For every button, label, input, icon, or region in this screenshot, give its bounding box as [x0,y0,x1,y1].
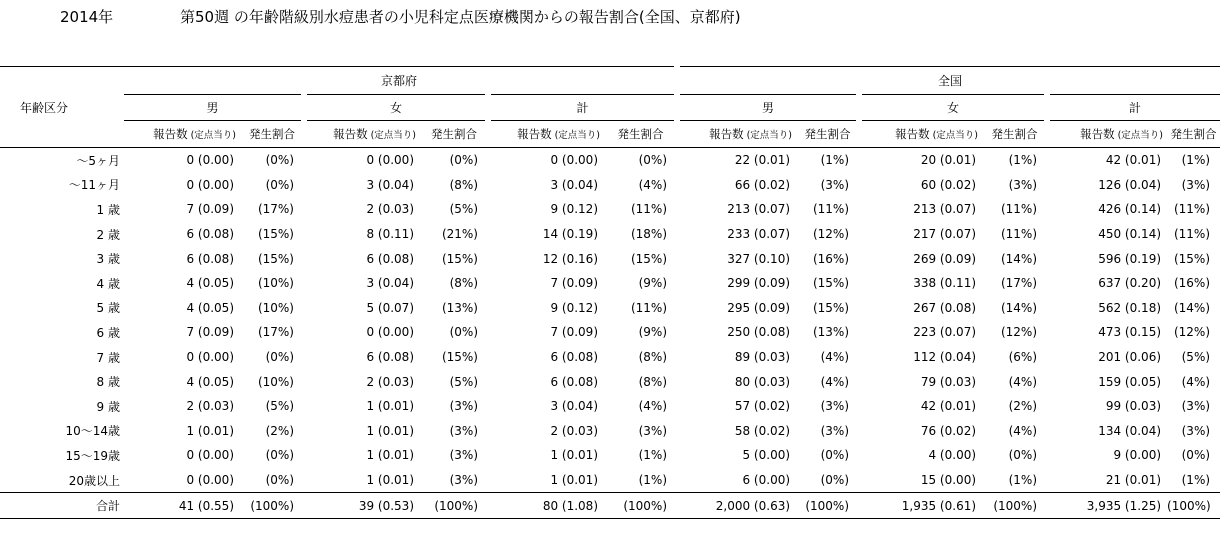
ratio-cell: (4%) [820,374,850,389]
ratio-cell: (1%) [1181,153,1211,168]
ratio-cell: (15%) [441,350,478,365]
count-cell: 2 (0.03) [550,423,598,438]
count-cell: 0 (0.00) [366,153,414,168]
subheader-count-label: 報告数 [709,127,744,141]
ratio-cell: (4%) [1008,374,1038,389]
count-cell: 14 (0.19) [542,227,598,242]
subheader-count-label: 報告数 [333,127,368,141]
ratio-cell: (0%) [449,325,478,340]
ratio-cell: (10%) [257,276,294,291]
ratio-cell: (100%) [240,493,304,519]
sex-header-female: 女 [859,95,1047,121]
ratio-cell: (13%) [441,300,478,315]
sex-header-male: 男 [677,95,859,121]
count-cell: 426 (0.14) [1098,202,1162,217]
ratio-cell: (4%) [1008,423,1038,438]
ratio-cell: (3%) [1181,399,1211,414]
count-cell: 1 (0.01) [550,448,598,463]
ratio-cell: (0%) [265,473,294,488]
table-row [0,320,1220,345]
count-cell: 3 (0.04) [366,276,414,291]
ratio-cell: (5%) [449,202,478,217]
count-cell: 8 (0.11) [366,227,414,242]
ratio-cell: (15%) [257,227,294,242]
ratio-cell: (3%) [638,423,668,438]
ratio-cell: (15%) [812,276,850,291]
subheader-count-note: (定点当り) [932,130,979,141]
ratio-cell: (4%) [638,177,668,192]
count-cell: 338 (0.11) [913,276,977,291]
count-cell: 1 (0.01) [550,473,598,488]
count-cell: 159 (0.05) [1098,374,1162,389]
ratio-cell: (12%) [1173,325,1211,340]
subheader-count-note: (定点当り) [190,130,236,141]
table-row [0,246,1220,271]
ratio-cell: (15%) [441,251,478,266]
count-cell: 7 (0.09) [186,202,234,217]
subheader-count [304,121,420,148]
count-cell: 0 (0.00) [186,177,234,192]
sex-header-total: 計 [1047,95,1220,121]
count-cell: 1 (0.01) [366,448,414,463]
count-cell: 2 (0.03) [186,399,234,414]
count-cell: 6 (0.08) [550,374,598,389]
count-cell: 267 (0.08) [913,300,977,315]
count-cell: 41 (0.55) [124,493,240,519]
table-row [0,345,1220,370]
ratio-cell: (16%) [1173,276,1211,291]
ratio-cell: (5%) [265,399,294,414]
count-cell: 112 (0.04) [913,350,977,365]
count-cell: 0 (0.00) [186,350,234,365]
ratio-cell: (1%) [1008,153,1038,168]
ratio-cell: (3%) [449,473,478,488]
count-cell: 637 (0.20) [1098,276,1162,291]
ratio-cell: (100%) [796,493,859,519]
count-cell: 6 (0.00) [742,473,791,488]
ratio-cell: (12%) [812,227,850,242]
year-label: 2014年 [60,8,114,26]
subheader-count-note: (定点当り) [746,130,793,141]
age-cell: 10～14歳 [65,424,120,439]
ratio-cell: (17%) [257,202,294,217]
count-cell: 1 (0.01) [186,423,234,438]
count-cell: 223 (0.07) [913,325,977,340]
age-cell: 2 歳 [96,227,120,242]
subheader-ratio: 発生割合 [982,121,1047,148]
ratio-cell: (14%) [1000,300,1038,315]
ratio-cell: (10%) [257,374,294,389]
ratio-cell: (100%) [982,493,1047,519]
count-cell: 1 (0.01) [366,399,414,414]
ratio-cell: (21%) [441,227,478,242]
ratio-cell: (11%) [630,300,668,315]
table-row [0,222,1220,247]
count-cell: 0 (0.00) [550,153,598,168]
count-cell: 1 (0.01) [366,423,414,438]
age-cell: 15～19歳 [65,448,120,463]
ratio-cell: (3%) [449,448,478,463]
count-cell: 473 (0.15) [1098,325,1162,340]
age-column-header: 年齢区分 [0,67,124,148]
count-cell: 299 (0.09) [727,276,791,291]
count-cell: 4 (0.05) [186,300,234,315]
table-row [0,419,1220,444]
ratio-cell: (1%) [638,448,668,463]
ratio-cell: (4%) [820,350,850,365]
ratio-cell: (6%) [1008,350,1038,365]
count-cell: 295 (0.09) [727,300,791,315]
subheader-count-label: 報告数 [153,127,188,141]
subheader-ratio: 発生割合 [796,121,859,148]
page-title: 第50週 の年齢階級別水痘患者の小児科定点医療機関からの報告割合(全国、京都府) [180,8,741,26]
group-header-kyoto: 京都府 [124,67,677,95]
subheader-count-label: 報告数 [517,127,552,141]
ratio-cell: (15%) [257,251,294,266]
ratio-cell: (100%) [1167,493,1220,519]
sex-header-male: 男 [124,95,304,121]
count-cell: 0 (0.00) [186,448,234,463]
count-cell: 2,000 (0.63) [677,493,796,519]
table-row [0,148,1220,173]
ratio-cell: (3%) [820,399,850,414]
count-cell: 201 (0.06) [1098,350,1162,365]
table-row [0,394,1220,419]
count-cell: 250 (0.08) [727,325,791,340]
count-cell: 0 (0.00) [366,325,414,340]
subheader-count-label: 報告数 [895,127,930,141]
count-cell: 22 (0.01) [734,153,791,168]
count-cell: 3 (0.04) [550,177,598,192]
count-cell: 21 (0.01) [1105,473,1162,488]
ratio-cell: (11%) [1173,227,1211,242]
sex-header-total: 計 [488,95,677,121]
count-cell: 80 (1.08) [488,493,604,519]
ratio-cell: (4%) [638,399,668,414]
count-cell: 213 (0.07) [727,202,791,217]
count-cell: 15 (0.00) [920,473,977,488]
count-cell: 66 (0.02) [734,177,791,192]
count-cell: 134 (0.04) [1098,423,1162,438]
ratio-cell: (11%) [1173,202,1211,217]
age-cell: 9 歳 [96,399,120,414]
subheader-count [677,121,796,148]
subheader-ratio: 発生割合 [420,121,488,148]
subheader-ratio: 発生割合 [240,121,304,148]
count-cell: 9 (0.12) [550,202,598,217]
ratio-cell: (10%) [257,300,294,315]
ratio-cell: (0%) [265,350,294,365]
count-cell: 2 (0.03) [366,374,414,389]
ratio-cell: (9%) [638,276,668,291]
count-cell: 126 (0.04) [1098,177,1162,192]
count-cell: 269 (0.09) [913,251,977,266]
count-cell: 3 (0.04) [550,399,598,414]
ratio-cell: (4%) [1181,374,1211,389]
age-cell: 5 歳 [96,301,120,316]
subheader-count-note: (定点当り) [370,130,416,141]
table-row [0,271,1220,296]
age-cell: 6 歳 [96,325,120,340]
subheader-row [0,121,1220,148]
ratio-cell: (15%) [1173,251,1211,266]
count-cell: 0 (0.00) [186,473,234,488]
count-cell: 6 (0.08) [366,251,414,266]
ratio-cell: (14%) [1000,251,1038,266]
age-cell: ～5ヶ月 [76,153,120,168]
total-row [0,493,1220,519]
count-cell: 39 (0.53) [304,493,420,519]
ratio-cell: (0%) [265,448,294,463]
count-cell: 213 (0.07) [913,202,977,217]
ratio-cell: (17%) [257,325,294,340]
count-cell: 3,935 (1.25) [1047,493,1167,519]
count-cell: 6 (0.08) [550,350,598,365]
count-cell: 58 (0.02) [734,423,791,438]
ratio-cell: (3%) [820,423,850,438]
ratio-cell: (0%) [638,153,668,168]
ratio-cell: (0%) [820,448,850,463]
ratio-cell: (3%) [449,423,478,438]
subheader-count [859,121,982,148]
ratio-cell: (15%) [812,300,850,315]
total-label: 合計 [0,493,124,519]
age-cell: 20歳以上 [68,473,120,488]
ratio-cell: (9%) [638,325,668,340]
count-cell: 42 (0.01) [920,399,977,414]
count-cell: 5 (0.00) [742,448,791,463]
table-row [0,443,1220,468]
sex-header-female: 女 [304,95,488,121]
subheader-count-note: (定点当り) [1117,130,1164,141]
count-cell: 450 (0.14) [1098,227,1162,242]
count-cell: 99 (0.03) [1105,399,1162,414]
age-cell: 4 歳 [96,276,120,291]
count-cell: 7 (0.09) [550,276,598,291]
count-cell: 42 (0.01) [1105,153,1162,168]
ratio-cell: (0%) [820,473,850,488]
ratio-cell: (0%) [1181,448,1211,463]
ratio-cell: (14%) [1173,300,1211,315]
count-cell: 327 (0.10) [727,251,791,266]
count-cell: 4 (0.05) [186,374,234,389]
ratio-cell: (3%) [820,177,850,192]
subheader-count-note: (定点当り) [554,130,600,141]
count-cell: 7 (0.09) [186,325,234,340]
ratio-cell: (16%) [812,251,850,266]
ratio-cell: (3%) [1181,177,1211,192]
ratio-cell: (0%) [1008,448,1038,463]
count-cell: 2 (0.03) [366,202,414,217]
ratio-cell: (0%) [265,177,294,192]
count-cell: 6 (0.08) [366,350,414,365]
subheader-count [124,121,240,148]
count-cell: 12 (0.16) [542,251,598,266]
count-cell: 562 (0.18) [1098,300,1162,315]
count-cell: 6 (0.08) [186,227,234,242]
count-cell: 20 (0.01) [920,153,977,168]
subheader-ratio: 発生割合 [604,121,677,148]
count-cell: 9 (0.00) [1113,448,1162,463]
count-cell: 80 (0.03) [734,374,791,389]
count-cell: 57 (0.02) [734,399,791,414]
report-table [0,66,1220,519]
count-cell: 4 (0.05) [186,276,234,291]
subheader-count [1047,121,1167,148]
table-row [0,197,1220,222]
ratio-cell: (11%) [812,202,850,217]
count-cell: 89 (0.03) [734,350,791,365]
count-cell: 3 (0.04) [366,177,414,192]
count-cell: 5 (0.07) [366,300,414,315]
count-cell: 0 (0.00) [186,153,234,168]
ratio-cell: (2%) [1008,399,1038,414]
ratio-cell: (8%) [638,350,668,365]
ratio-cell: (11%) [630,202,668,217]
ratio-cell: (1%) [1181,473,1211,488]
ratio-cell: (12%) [1000,325,1038,340]
ratio-cell: (13%) [812,325,850,340]
count-cell: 4 (0.00) [928,448,977,463]
ratio-cell: (8%) [638,374,668,389]
count-cell: 1,935 (0.61) [859,493,982,519]
ratio-cell: (11%) [1000,227,1038,242]
table-row [0,369,1220,394]
ratio-cell: (1%) [820,153,850,168]
count-cell: 79 (0.03) [920,374,977,389]
ratio-cell: (18%) [630,227,668,242]
table-row [0,296,1220,321]
count-cell: 1 (0.01) [366,473,414,488]
age-cell: 1 歳 [96,202,120,217]
count-cell: 7 (0.09) [550,325,598,340]
subheader-count [488,121,604,148]
ratio-cell: (8%) [449,177,478,192]
ratio-cell: (1%) [638,473,668,488]
table-row [0,173,1220,198]
subheader-ratio: 発生割合 [1167,121,1220,148]
subheader-count-label: 報告数 [1080,127,1115,141]
group-header-national: 全国 [677,67,1220,95]
age-cell: 7 歳 [96,350,120,365]
ratio-cell: (3%) [1181,423,1211,438]
table-body [0,148,1220,519]
table-row [0,468,1220,493]
ratio-cell: (15%) [630,251,668,266]
ratio-cell: (8%) [449,276,478,291]
ratio-cell: (100%) [420,493,488,519]
age-cell: ～11ヶ月 [68,178,120,193]
ratio-cell: (100%) [604,493,677,519]
ratio-cell: (5%) [1181,350,1211,365]
ratio-cell: (0%) [449,153,478,168]
count-cell: 233 (0.07) [727,227,791,242]
count-cell: 217 (0.07) [913,227,977,242]
ratio-cell: (1%) [1008,473,1038,488]
age-cell: 3 歳 [96,252,120,267]
count-cell: 596 (0.19) [1098,251,1162,266]
ratio-cell: (3%) [449,399,478,414]
age-cell: 8 歳 [96,375,120,390]
ratio-cell: (17%) [1000,276,1038,291]
ratio-cell: (2%) [265,423,294,438]
count-cell: 60 (0.02) [920,177,977,192]
ratio-cell: (5%) [449,374,478,389]
count-cell: 9 (0.12) [550,300,598,315]
ratio-cell: (0%) [265,153,294,168]
ratio-cell: (3%) [1008,177,1038,192]
ratio-cell: (11%) [1000,202,1038,217]
count-cell: 76 (0.02) [920,423,977,438]
count-cell: 6 (0.08) [186,251,234,266]
